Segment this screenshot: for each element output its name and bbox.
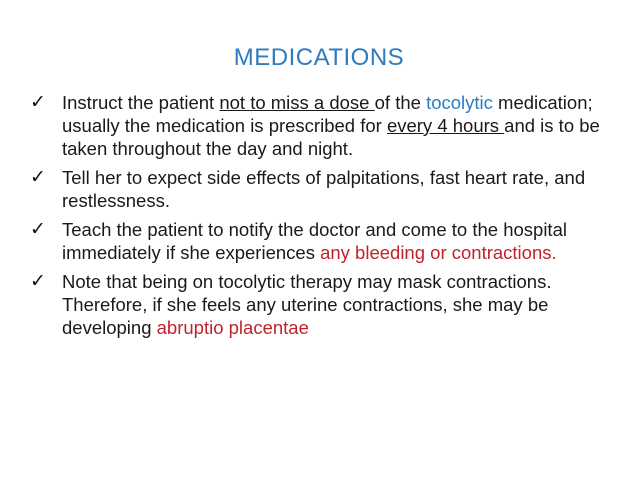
- text-segment: medication; usually the medication is prescribed for: [62, 92, 593, 136]
- underlined-text: every 4 hours: [386, 115, 505, 136]
- bullet-text: [62, 92, 600, 159]
- text-segment: Note that being on tocolytic therapy may mask contractions. Therefore, if she feels any uterine contractions, she may be developing: [62, 271, 552, 338]
- text-segment: Instruct the patient: [62, 92, 220, 113]
- checkmark-icon: ✓: [30, 91, 46, 113]
- highlighted-warning: any bleeding or contractions.: [320, 242, 557, 263]
- underlined-text: not to miss a dose: [219, 92, 375, 113]
- text-segment: and is to be taken throughout the day and night.: [62, 115, 600, 159]
- bullet-text: [62, 167, 585, 211]
- bullet-text: [62, 271, 551, 338]
- text-segment: Teach the patient to notify the doctor and come to the hospital immediately if she experiences: [62, 219, 567, 263]
- bullet-item: [14, 91, 624, 160]
- checkmark-icon: ✓: [30, 218, 46, 240]
- bullet-item: [14, 166, 624, 212]
- text-segment: of the: [374, 92, 427, 113]
- highlighted-warning: abruptio placentae: [156, 317, 309, 338]
- checkmark-icon: ✓: [30, 166, 46, 188]
- highlighted-term: tocolytic: [426, 92, 493, 113]
- text-segment: Tell her to expect side effects of palpitations, fast heart rate, and restlessness.: [62, 167, 586, 211]
- bullet-text: [62, 219, 567, 263]
- bullet-item: [14, 218, 624, 264]
- checkmark-icon: ✓: [30, 270, 46, 292]
- slide-title: MEDICATIONS: [233, 44, 405, 71]
- bullet-list: [14, 91, 624, 345]
- bullet-item: [14, 270, 624, 339]
